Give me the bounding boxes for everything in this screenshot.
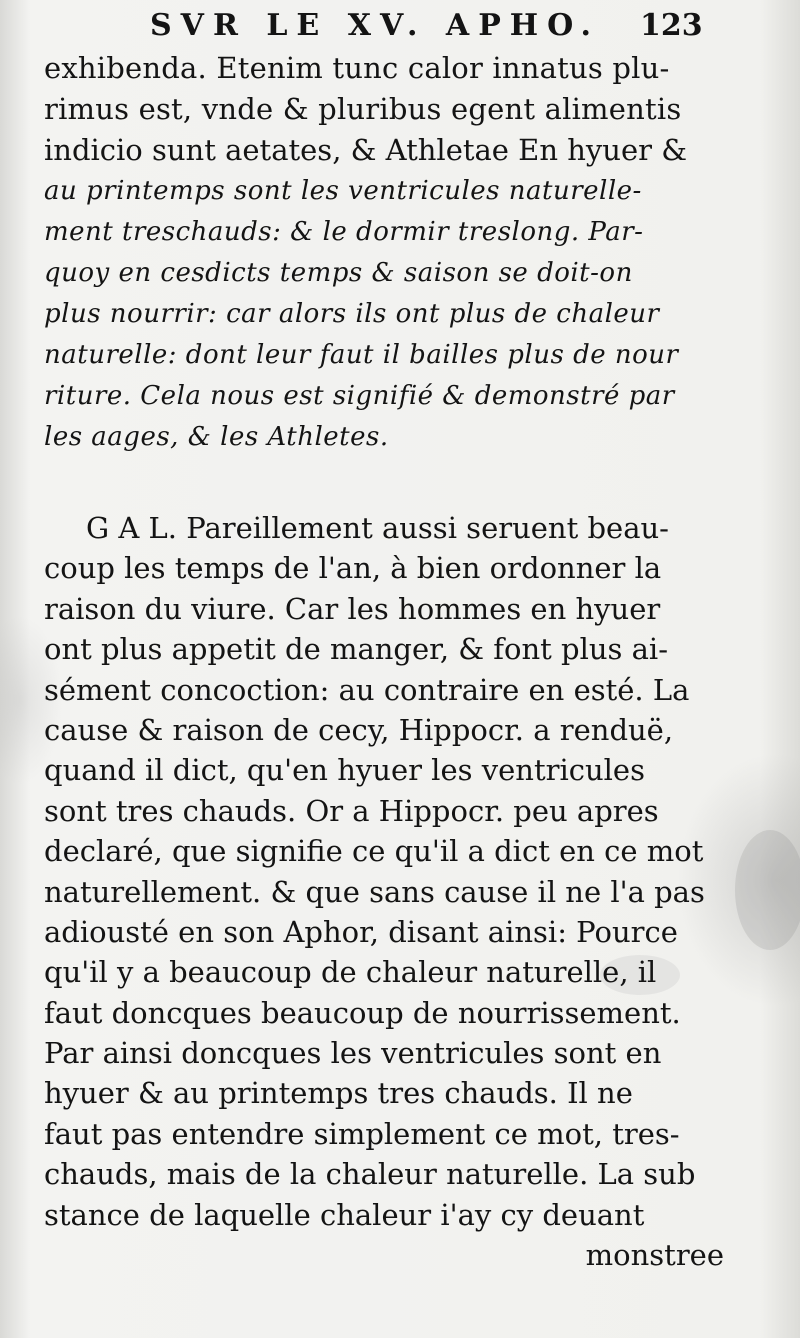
text-line: les aages, & les Athletes.	[44, 422, 389, 452]
text-line: faut pas entendre simplement ce mot, tres-	[44, 1116, 680, 1151]
text-line: rimus est, vnde & pluribus egent alimentis	[44, 92, 682, 126]
text-line: riture. Cela nous est signifié & demonstré par	[44, 381, 675, 411]
text-line: quoy en cesdicts temps & saison se doit-on	[44, 258, 633, 288]
galen-commentary	[44, 508, 724, 1275]
page-number: 123	[640, 8, 703, 43]
text-line: quand il dict, qu'en hyuer les ventricules	[44, 753, 645, 788]
french-translation	[44, 171, 724, 458]
text-line: faut doncques beaucoup de nourrissement.	[44, 995, 681, 1030]
text-line: sément concoction: au contraire en esté. La	[44, 672, 690, 707]
text-line: chauds, mais de la chaleur naturelle. La sub	[44, 1157, 696, 1192]
text-line: G A L. Pareillement aussi seruent beau-	[86, 511, 669, 545]
catchword: monstree	[585, 1238, 724, 1273]
page-header	[0, 8, 800, 48]
text-line: coup les temps de l'an, à bien ordonner la	[44, 551, 662, 586]
text-line: exhibenda. Etenim tunc calor innatus plu-	[44, 51, 670, 85]
text-line: indicio sunt aetates, & Athletae En hyuer &	[44, 133, 688, 167]
text-line: qu'il y a beaucoup de chaleur naturelle, il	[44, 955, 657, 990]
text-line: hyuer & au printemps tres chauds. Il ne	[44, 1076, 633, 1111]
text-line: au printemps sont les ventricules naturelle-	[44, 176, 642, 206]
text-line: naturelle: dont leur faut il bailles plus de nour	[44, 340, 679, 370]
text-line: plus nourrir: car alors ils ont plus de chaleur	[44, 299, 660, 329]
mixed-line-block	[44, 130, 724, 171]
text-line: declaré, que signifie ce qu'il a dict en ce mot	[44, 834, 704, 869]
text-line: adiousté en son Aphor, disant ainsi: Pource	[44, 914, 678, 949]
text-line: raison du viure. Car les hommes en hyuer	[44, 591, 661, 626]
text-line: Par ainsi doncques les ventricules sont en	[44, 1036, 662, 1071]
latin-passage	[44, 48, 724, 130]
text-line: cause & raison de cecy, Hippocr. a renduë,	[44, 712, 674, 747]
text-line: sont tres chauds. Or a Hippocr. peu apres	[44, 793, 659, 828]
text-line: naturellement. & que sans cause il ne l'a pas	[44, 874, 705, 909]
text-line: stance de laquelle chaleur i'ay cy deuant	[44, 1197, 645, 1232]
running-head: SVR LE XV. APHO.	[150, 8, 600, 43]
text-line: ment treschauds: & le dormir treslong. Par-	[44, 217, 644, 247]
stain-mark	[735, 830, 800, 950]
text-line: ont plus appetit de manger, & font plus ai-	[44, 632, 669, 667]
